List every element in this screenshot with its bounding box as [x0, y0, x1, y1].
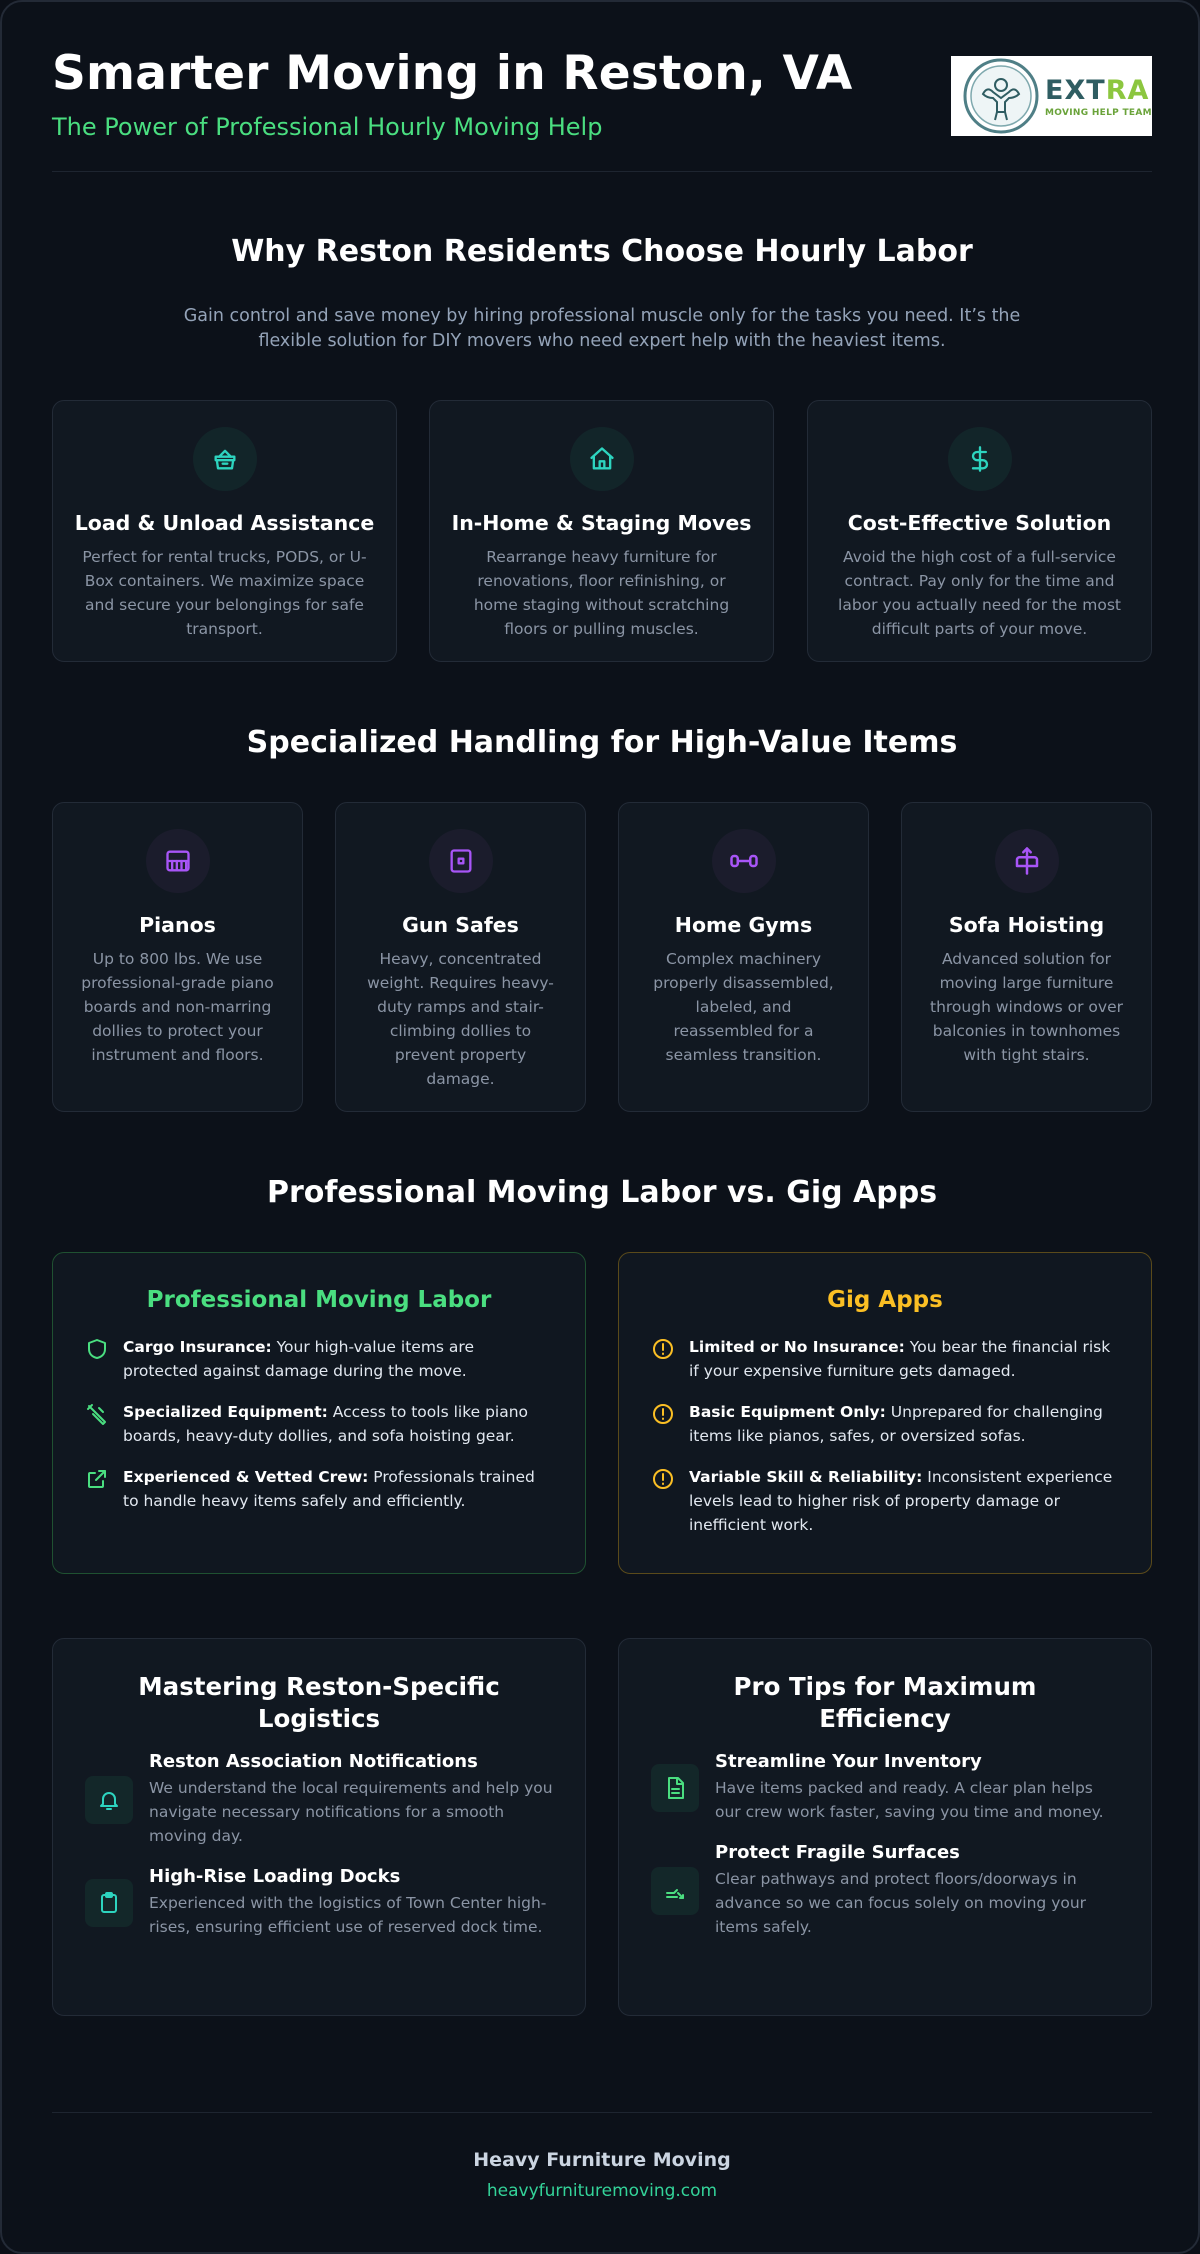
- bell-icon: [85, 1776, 133, 1824]
- card-title: Cost-Effective Solution: [847, 511, 1112, 535]
- tips-item-desc: Have items packed and ready. A clear plan helps our crew work faster, saving you time and money.: [715, 1779, 1104, 1821]
- tips-item: [651, 1751, 1119, 1824]
- shield-icon: [85, 1337, 109, 1361]
- header: [52, 46, 1152, 172]
- card-description: Avoid the high cost of a full-service contract. Pay only for the time and labor you actually need for the most difficult parts of your move.: [838, 548, 1121, 638]
- comparison-item: [651, 1335, 1117, 1383]
- logo-tagline: MOVING HELP TEAM: [1045, 107, 1152, 118]
- card-title: Pianos: [139, 913, 216, 937]
- comparison-item-label: Experienced & Vetted Crew:: [123, 1468, 369, 1486]
- comparison-item-text: You bear the financial risk if your expensive furniture gets damaged.: [689, 1338, 1111, 1380]
- comparison-item-text: Professionals trained to handle heavy items safely and efficiently.: [123, 1468, 535, 1510]
- tips-list: [651, 1751, 1119, 1939]
- special-card-sofa-hoisting: [901, 802, 1152, 1112]
- hand-icon: [651, 1867, 699, 1915]
- why-card-load-unload: [52, 400, 397, 662]
- logistics-item-title: Reston Association Notifications: [149, 1751, 478, 1772]
- card-title: Sofa Hoisting: [948, 913, 1105, 937]
- sofa-hoist-icon: [995, 829, 1059, 893]
- company-logo: [951, 56, 1152, 136]
- comparison-card-title: Professional Moving Labor: [146, 1287, 492, 1313]
- external-link-icon: [85, 1467, 109, 1491]
- card-title: Load & Unload Assistance: [74, 511, 375, 535]
- alert-icon: [651, 1402, 675, 1426]
- dumbbell-icon: [712, 829, 776, 893]
- safe-icon: [429, 829, 493, 893]
- logistics-item-desc: We understand the local requirements and help you navigate necessary notifications for a smooth moving day.: [149, 1779, 553, 1845]
- why-card-in-home: [429, 400, 774, 662]
- comparison-item: [651, 1400, 1117, 1448]
- footer-company-name: Heavy Furniture Moving: [473, 2149, 731, 2171]
- card-description: Heavy, concentrated weight. Requires heavy-duty ramps and stair-climbing dollies to prevent property damage.: [367, 950, 554, 1088]
- logistics-item-desc: Experienced with the logistics of Town Center high-rises, ensuring efficient use of reserved dock time.: [149, 1894, 547, 1936]
- document-icon: [651, 1764, 699, 1812]
- comparison-item-label: Basic Equipment Only:: [689, 1403, 886, 1421]
- special-card-home-gyms: [618, 802, 869, 1112]
- basket-icon: [193, 427, 257, 491]
- why-card-cost: [807, 400, 1152, 662]
- comparison-item: [85, 1335, 551, 1383]
- tips-item-desc: Clear pathways and protect floors/doorways in advance so we can focus solely on moving your items safely.: [715, 1870, 1087, 1936]
- page-title: Smarter Moving in Reston, VA: [52, 46, 853, 101]
- comparison-card-professional: [52, 1252, 586, 1574]
- logistics-item-title: High-Rise Loading Docks: [149, 1866, 401, 1887]
- card-description: Up to 800 lbs. We use professional-grade piano boards and non-marring dollies to protect your instrument and floors.: [81, 950, 274, 1064]
- special-card-gun-safes: [335, 802, 586, 1112]
- tips-item: [651, 1842, 1119, 1939]
- home-icon: [570, 427, 634, 491]
- tips-item-title: Streamline Your Inventory: [715, 1751, 982, 1772]
- comparison-card-title: Gig Apps: [827, 1287, 943, 1313]
- card-title: In-Home & Staging Moves: [451, 511, 752, 535]
- logistics-item: [85, 1866, 553, 1939]
- tips-item-title: Protect Fragile Surfaces: [715, 1842, 960, 1863]
- card-title: Home Gyms: [674, 913, 813, 937]
- comparison-item-label: Limited or No Insurance:: [689, 1338, 905, 1356]
- clipboard-icon: [85, 1879, 133, 1927]
- page-subtitle: The Power of Professional Hourly Moving Help: [52, 113, 603, 141]
- why-section-title: Why Reston Residents Choose Hourly Labor: [231, 234, 973, 269]
- logistics-box: [52, 1638, 586, 2016]
- logistics-item: [85, 1751, 553, 1848]
- comparison-item: [85, 1465, 551, 1513]
- comparison-item-label: Specialized Equipment:: [123, 1403, 328, 1421]
- comparison-item-text: Your high-value items are protected against damage during the move.: [123, 1338, 474, 1380]
- alert-icon: [651, 1467, 675, 1491]
- card-description: Advanced solution for moving large furniture through windows or over balconies in townhomes with tight stairs.: [930, 950, 1123, 1064]
- comparison-item-label: Variable Skill & Reliability:: [689, 1468, 923, 1486]
- comparison-list: [651, 1335, 1117, 1537]
- comparison-item-text: Unprepared for challenging items like pianos, safes, or oversized sofas.: [689, 1403, 1103, 1445]
- comparison-item-text: Access to tools like piano boards, heavy-duty dollies, and sofa hoisting gear.: [123, 1403, 529, 1445]
- comparison-item-text: Inconsistent experience levels lead to higher risk of property damage or inefficient work.: [689, 1468, 1113, 1534]
- piano-icon: [146, 829, 210, 893]
- comparison-item: [651, 1465, 1117, 1537]
- strongman-seal-icon: [963, 58, 1039, 134]
- dollar-icon: [948, 427, 1012, 491]
- card-description: Complex machinery properly disassembled, labeled, and reassembled for a seamless transition.: [653, 950, 834, 1064]
- logistics-title: Mastering Reston-Specific Logistics: [138, 1672, 500, 1733]
- logo-wordmark: EXTRA: [1045, 74, 1150, 106]
- specialized-section-title: Specialized Handling for High-Value Items: [246, 725, 958, 760]
- comparison-item-label: Cargo Insurance:: [123, 1338, 272, 1356]
- alert-icon: [651, 1337, 675, 1361]
- comparison-list: [85, 1335, 551, 1513]
- card-title: Gun Safes: [402, 913, 519, 937]
- why-intro: Gain control and save money by hiring professional muscle only for the tasks you need. It’s the flexible solution for DIY movers who need expert help with the heaviest items.: [183, 306, 1021, 351]
- card-description: Perfect for rental trucks, PODS, or U-Box containers. We maximize space and secure your belongings for safe transport.: [82, 548, 367, 638]
- logistics-list: [85, 1751, 553, 1939]
- comparison-item: [85, 1400, 551, 1448]
- tools-icon: [85, 1402, 109, 1426]
- card-description: Rearrange heavy furniture for renovations, floor refinishing, or home staging without scratching floors or pulling muscles.: [473, 548, 730, 638]
- special-card-pianos: [52, 802, 303, 1112]
- comparison-card-gig-apps: [618, 1252, 1152, 1574]
- tips-box: [618, 1638, 1152, 2016]
- footer: [52, 2112, 1152, 2201]
- comparison-section-title: Professional Moving Labor vs. Gig Apps: [266, 1175, 938, 1210]
- tips-title: Pro Tips for Maximum Efficiency: [733, 1672, 1037, 1733]
- footer-website-link[interactable]: heavyfurnituremoving.com: [486, 2181, 718, 2201]
